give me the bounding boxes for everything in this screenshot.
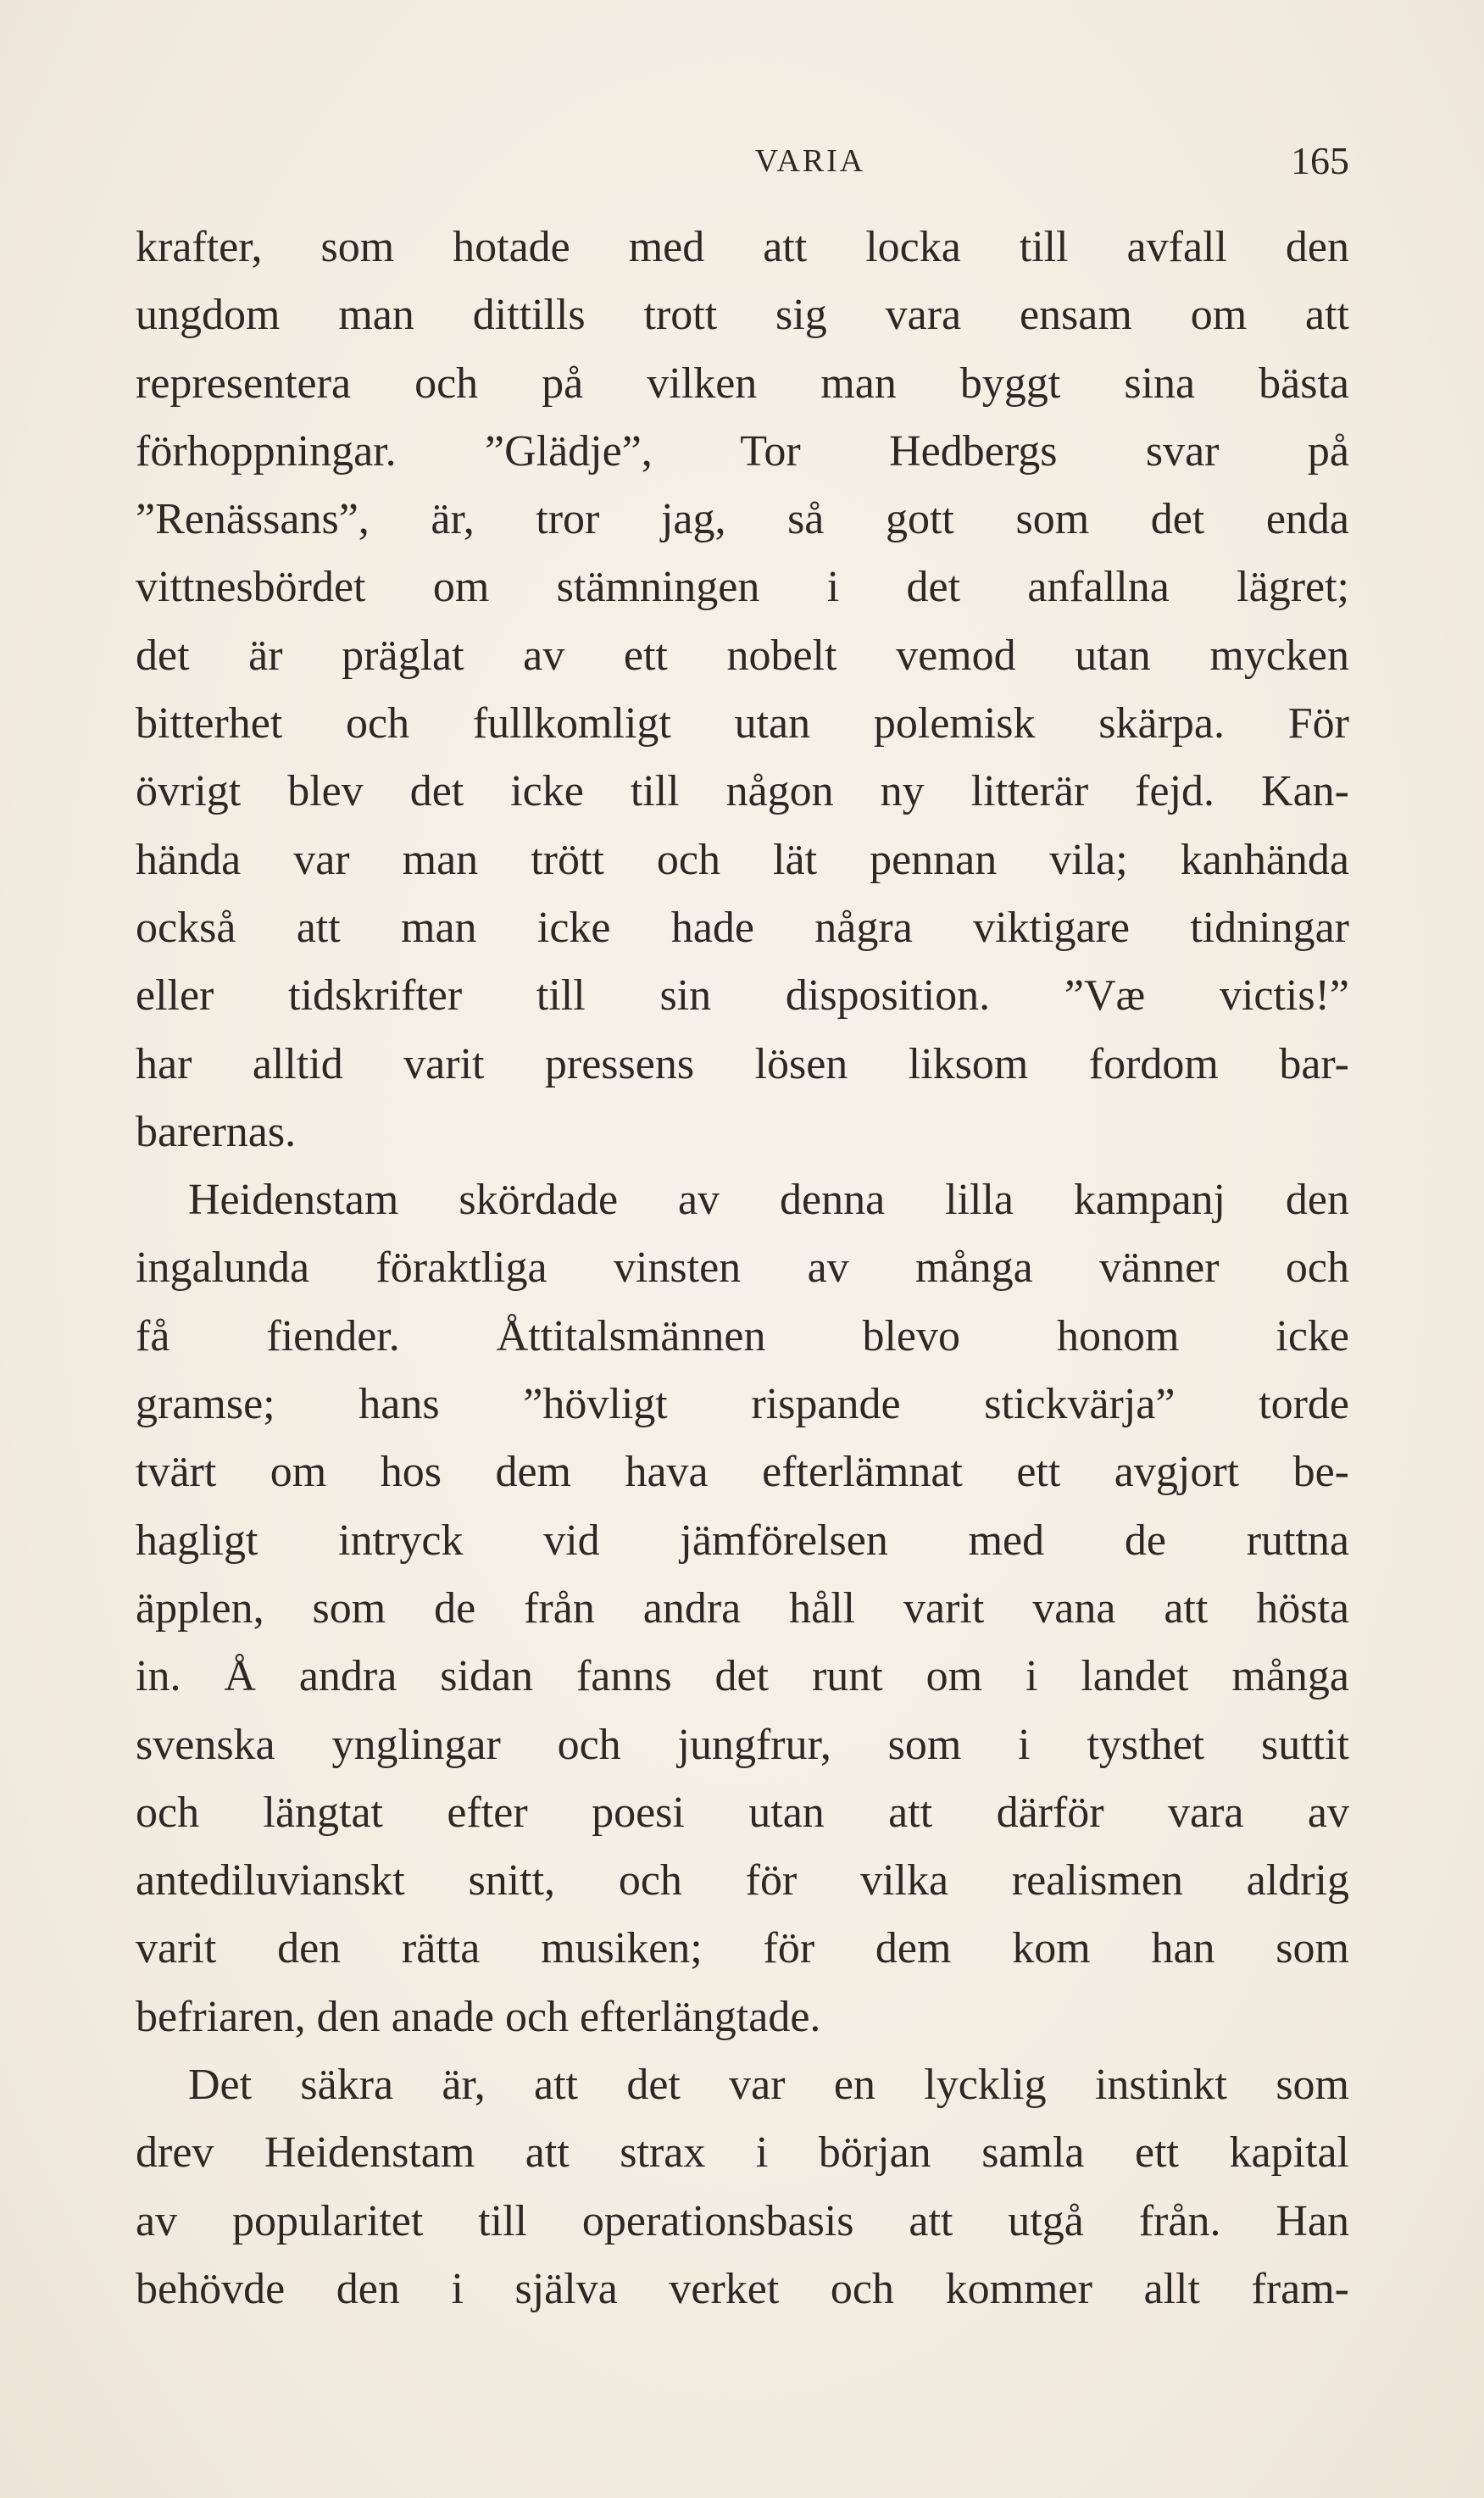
text-line: drev Heidenstam att strax i början samla ett kapital [136, 2128, 1349, 2178]
text-line: äpplen, som de från andra håll varit vana att hösta [136, 1583, 1349, 1633]
text-line: antediluvianskt snitt, och för vilka realismen aldrig [136, 1856, 1349, 1905]
text-line: och längtat efter poesi utan att därför vara av [136, 1788, 1349, 1837]
text-line: få fiender. Åttitalsmännen blevo honom icke [136, 1311, 1349, 1360]
paragraph-start-line: Det säkra är, att det var en lycklig instinkt som [188, 2061, 1349, 2110]
text-line: hagligt intryck vid jämförelsen med de ruttna [136, 1516, 1349, 1565]
page-number: 165 [1291, 139, 1349, 182]
text-line: ”Renässans”, är, tror jag, så gott som det enda [136, 495, 1349, 544]
body-text [136, 214, 1349, 2323]
text-line: in. Å andra sidan fanns det runt om i landet många [136, 1652, 1349, 1701]
text-line: krafter, som hotade med att locka till avfall den [136, 223, 1349, 271]
text-line: svenska ynglingar och jungfrur, som i tysthet suttit [136, 1720, 1349, 1769]
paragraph-end-line: befriaren, den anade och efterlängtade. [136, 1992, 821, 2041]
text-line: det är präglat av ett nobelt vemod utan mycken [136, 631, 1349, 680]
text-line: vittnesbördet om stämningen i det anfallna lägret; [136, 563, 1349, 612]
paragraph-end-line: barernas. [136, 1107, 297, 1156]
text-line: ingalunda föraktliga vinsten av många vänner och [136, 1243, 1349, 1293]
text-line: representera och på vilken man byggt sina bästa [136, 359, 1349, 408]
text-line: av popularitet till operationsbasis att utgå från. Han [136, 2196, 1349, 2245]
page-header [136, 136, 1349, 186]
text-line: ungdom man dittills trott sig vara ensam om att [136, 291, 1349, 340]
text-line: varit den rätta musiken; för dem kom han som [136, 1924, 1349, 1973]
text-line: hända var man trött och lät pennan vila; kanhända [136, 835, 1349, 884]
text-line: förhoppningar. ”Glädje”, Tor Hedbergs svar på [136, 426, 1349, 476]
text-line: gramse; hans ”hövligt rispande stickvärja” torde [136, 1380, 1349, 1429]
text-line: behövde den i själva verket och kommer allt fram- [136, 2264, 1349, 2313]
running-head: VARIA [754, 143, 866, 179]
paragraph-start-line: Heidenstam skördade av denna lilla kampanj den [188, 1176, 1349, 1225]
text-line: bitterhet och fullkomligt utan polemisk skärpa. För [136, 699, 1349, 748]
text-line: övrigt blev det icke till någon ny litterär fejd. Kan- [136, 767, 1349, 816]
text-line: har alltid varit pressens lösen liksom fordom bar- [136, 1039, 1349, 1088]
text-line: också att man icke hade några viktigare tidningar [136, 903, 1349, 952]
text-line: tvärt om hos dem hava efterlämnat ett avgjort be- [136, 1448, 1349, 1497]
text-line: eller tidskrifter till sin disposition. ”Væ victis!” [136, 971, 1349, 1021]
